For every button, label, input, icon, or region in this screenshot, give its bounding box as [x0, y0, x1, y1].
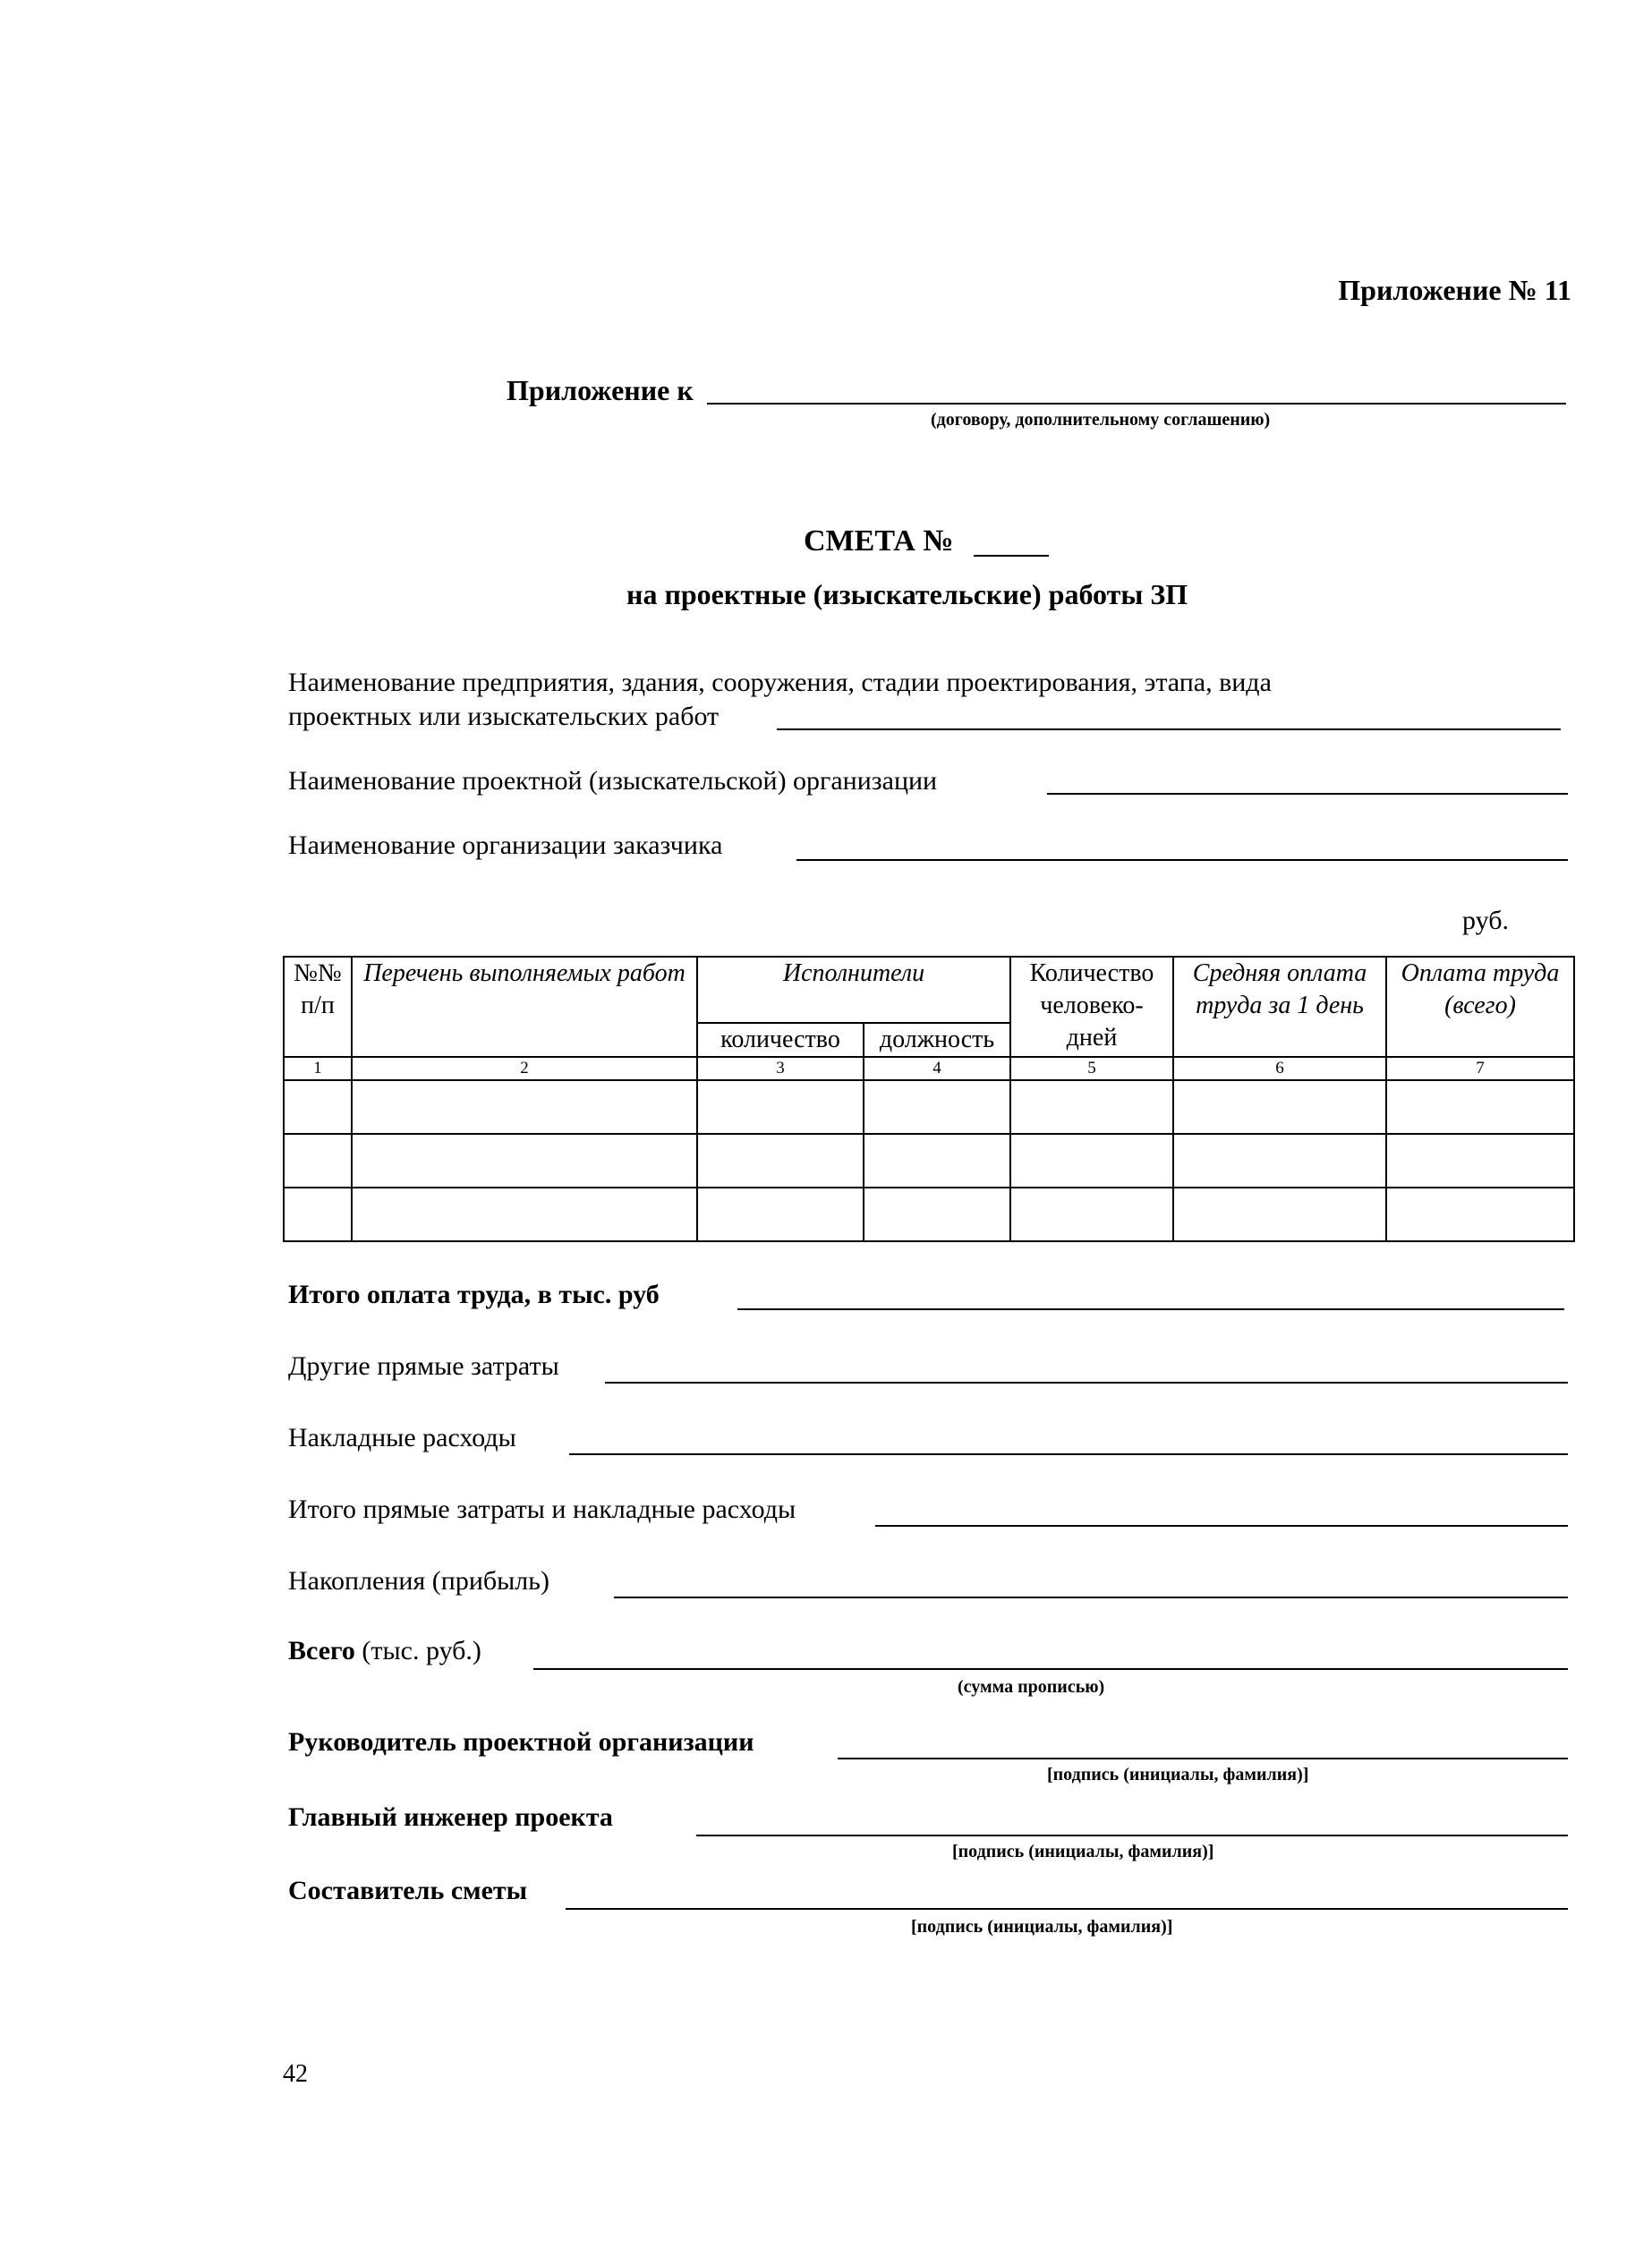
overhead-label: Накладные расходы [288, 1423, 516, 1452]
header-executors: Исполнители [697, 957, 1010, 1023]
header-avg-pay: Средняя оплата труда за 1 день [1173, 957, 1386, 1057]
design-org-field-line [1047, 793, 1568, 795]
head-signature-line [838, 1758, 1568, 1759]
table-cell [864, 1080, 1010, 1134]
total-direct-overhead-line [875, 1525, 1568, 1527]
table-cell [352, 1080, 697, 1134]
table-cell [1010, 1134, 1173, 1188]
other-direct-line [605, 1382, 1568, 1384]
column-number: 4 [864, 1057, 1010, 1080]
table-row [284, 1134, 1574, 1188]
table-cell [284, 1134, 352, 1188]
column-number: 7 [1386, 1057, 1574, 1080]
table-cell [1173, 1188, 1386, 1241]
enterprise-label-line2: проектных или изыскательских работ [288, 702, 720, 731]
overhead-line [569, 1453, 1568, 1455]
table-cell [697, 1188, 864, 1241]
estimate-table [283, 956, 1575, 1242]
customer-org-label: Наименование организации заказчика [288, 830, 723, 860]
header-num: №№ п/п [284, 957, 352, 1057]
appendix-to-line [707, 403, 1566, 405]
total-direct-overhead-label: Итого прямые затраты и накладные расходы [288, 1495, 796, 1524]
currency-label: руб. [1462, 906, 1509, 935]
table-cell [1173, 1080, 1386, 1134]
compiler-label: Составитель сметы [288, 1876, 528, 1905]
compiler-caption: [подпись (инициалы, фамилия)] [911, 1917, 1173, 1937]
profit-line [614, 1597, 1568, 1598]
customer-org-field-line [796, 859, 1568, 861]
table-cell [697, 1080, 864, 1134]
smeta-subtitle: на проектные (изыскательские) работы ЗП [626, 578, 1188, 610]
head-label: Руководитель проектной организации [288, 1727, 754, 1757]
smeta-title: СМЕТА № [804, 524, 954, 558]
page-number: 42 [283, 2060, 308, 2088]
table-header-row [284, 957, 1574, 1023]
chief-engineer-signature-line [696, 1835, 1568, 1836]
header-position: должность [864, 1023, 1010, 1057]
smeta-number-line [974, 555, 1049, 557]
head-caption: [подпись (инициалы, фамилия)] [1047, 1765, 1309, 1784]
enterprise-field-line [777, 728, 1561, 730]
table-cell [1386, 1080, 1574, 1134]
appendix-to-label: Приложение к [507, 374, 694, 406]
table-cell [352, 1134, 697, 1188]
chief-engineer-label: Главный инженер проекта [288, 1802, 613, 1832]
table-cell [1010, 1080, 1173, 1134]
column-number: 2 [352, 1057, 697, 1080]
grand-total-units: (тыс. руб.) [354, 1636, 481, 1665]
enterprise-label-line1: Наименование предприятия, здания, сооружения, стадии проектирования, этапа, вида [288, 668, 1272, 697]
table-cell [1386, 1134, 1574, 1188]
column-number: 6 [1173, 1057, 1386, 1080]
other-direct-label: Другие прямые затраты [288, 1351, 559, 1381]
compiler-signature-line [566, 1908, 1568, 1910]
column-number: 3 [697, 1057, 864, 1080]
design-org-label: Наименование проектной (изыскательской) организации [288, 766, 938, 796]
table-cell [1010, 1188, 1173, 1241]
profit-label: Накопления (прибыль) [288, 1566, 549, 1596]
table-cell [1173, 1134, 1386, 1188]
column-number: 1 [284, 1057, 352, 1080]
header-works: Перечень выполняемых работ [352, 957, 697, 1057]
header-total-pay: Оплата труда (всего) [1386, 957, 1574, 1057]
appendix-number: Приложение № 11 [1338, 274, 1571, 306]
column-number: 5 [1010, 1057, 1173, 1080]
grand-total-caption: (сумма прописью) [958, 1677, 1105, 1697]
table-cell [284, 1080, 352, 1134]
header-quantity: количество [697, 1023, 864, 1057]
table-row [284, 1188, 1574, 1241]
appendix-to-caption: (договору, дополнительному соглашению) [931, 410, 1271, 430]
table-cell [352, 1188, 697, 1241]
total-labor-line [737, 1308, 1564, 1310]
grand-total-bold: Всего [288, 1636, 355, 1665]
header-man-days: Количество человеко-дней [1010, 957, 1173, 1057]
table-cell [1386, 1188, 1574, 1241]
table-cell [697, 1134, 864, 1188]
table-cell [284, 1188, 352, 1241]
chief-engineer-caption: [подпись (инициалы, фамилия)] [952, 1842, 1214, 1861]
table-row [284, 1080, 1574, 1134]
table-cell [864, 1188, 1010, 1241]
grand-total-line [533, 1668, 1568, 1670]
grand-total-label [288, 1636, 481, 1666]
table-cell [864, 1134, 1010, 1188]
column-numbers-row [284, 1057, 1574, 1080]
total-labor-label: Итого оплата труда, в тыс. руб [288, 1280, 660, 1309]
